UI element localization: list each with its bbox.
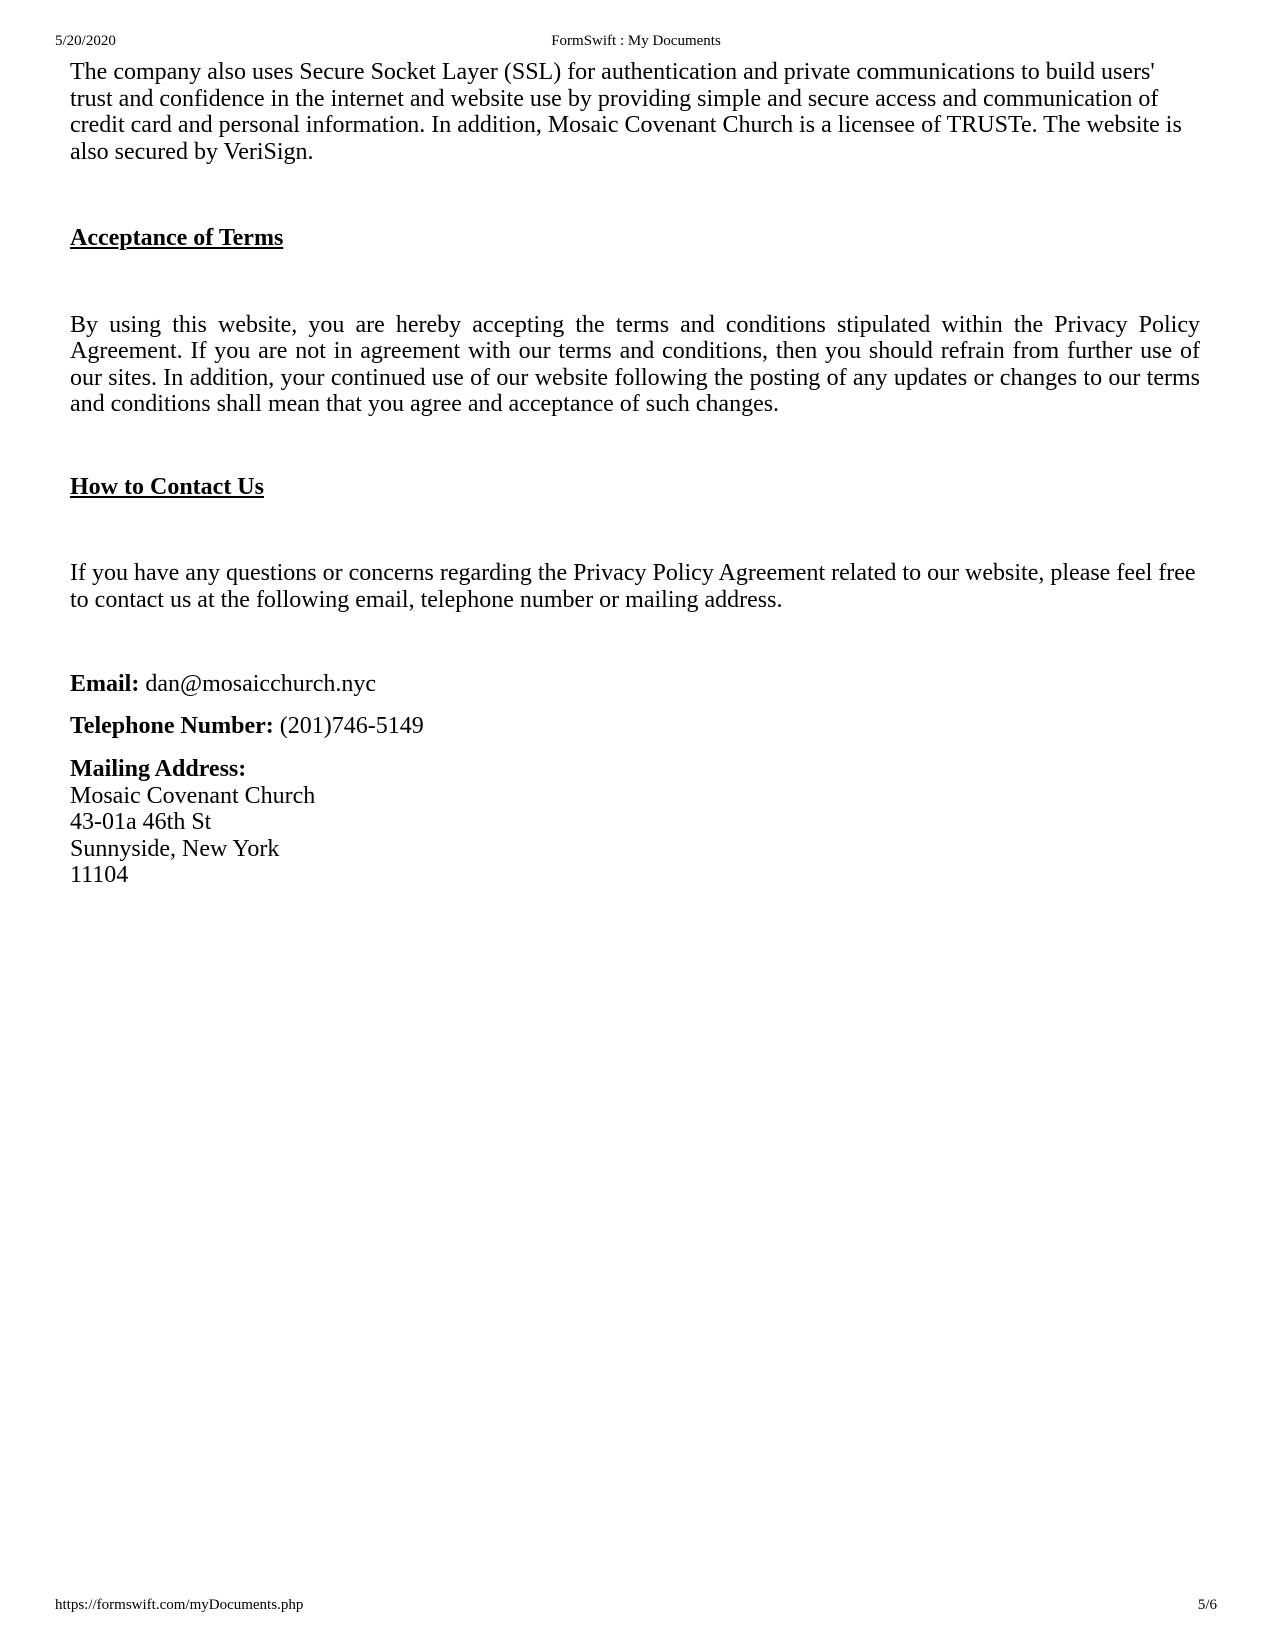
phone-value: (201)746-5149 [279,712,424,739]
contact-paragraph: If you have any questions or concerns regarding the Privacy Policy Agreement related to our website, please feel free to contact us at the following email, telephone number or mailing address. [70,560,1196,613]
mailing-address-block [70,756,1200,889]
print-url: https://formswift.com/myDocuments.php [55,1597,304,1613]
phone-label: Telephone Number: [70,712,274,739]
address-line: Sunnyside, New York [70,835,280,862]
page-number: 5/6 [1197,1597,1217,1613]
acceptance-heading: Acceptance of Terms [70,225,284,251]
mailing-address-label: Mailing Address: [70,756,247,782]
print-header [55,32,1217,50]
acceptance-paragraph: By using this website, you are hereby accepting the terms and conditions stipulated within the Privacy Policy Agreement. If you are not in agreement with our terms and conditions, then you should refrain from further use of our sites. In addition, your continued use of our website following the posting of any updates or changes to our terms and conditions shall mean that you agree and acceptance of such changes. [70,311,1200,417]
address-line: 43-01a 46th St [70,809,212,835]
print-page-title: FormSwift : My Documents [551,33,721,49]
print-date: 5/20/2020 [55,33,116,49]
address-line: 11104 [70,862,129,888]
phone-line [70,713,1200,740]
contact-heading: How to Contact Us [70,473,264,500]
email-line [70,671,1200,698]
intro-paragraph: The company also uses Secure Socket Layer (SSL) for authentication and private communications to build users' trust and confidence in the internet and website use by providing simple and secure access and communication of credit card and personal information. In addition, Mosaic Covenant Church is a licensee of TRUSTe. The website is also secured by VeriSign. [70,59,1182,165]
address-line: Mosaic Covenant Church [70,782,316,809]
print-footer [55,1596,1217,1614]
document-body [70,59,1200,889]
email-value: dan@mosaicchurch.nyc [145,671,377,697]
email-label: Email: [70,671,140,697]
